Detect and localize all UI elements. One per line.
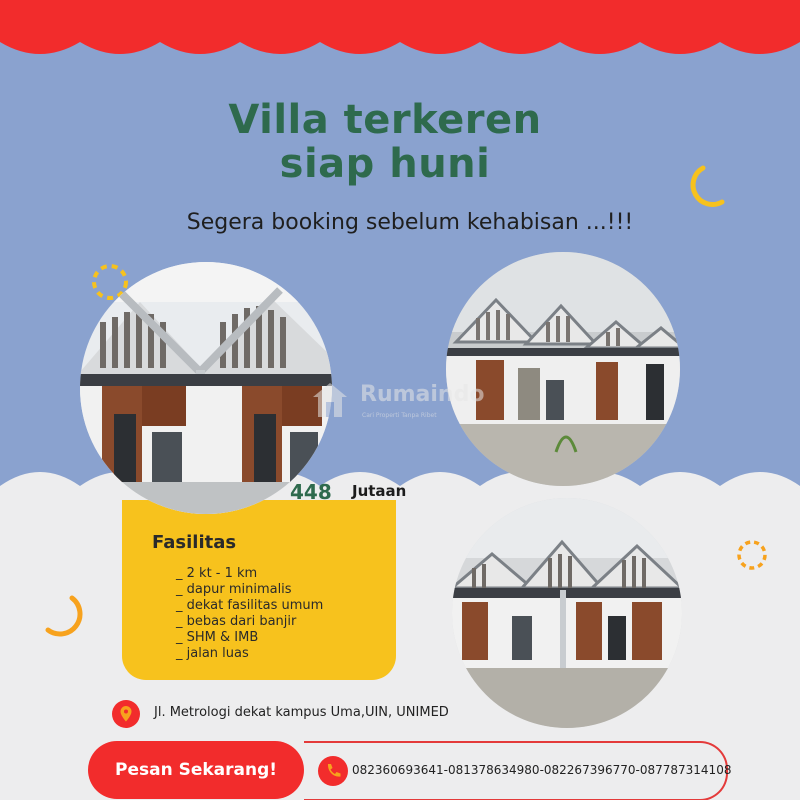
headline-line-2: siap huni bbox=[279, 141, 491, 187]
headline-line-1: Villa terkeren bbox=[228, 97, 542, 143]
facility-item: _ 2 kt - 1 km bbox=[176, 566, 258, 581]
location-pin-icon bbox=[112, 700, 140, 728]
order-now-button[interactable]: Pesan Sekarang! bbox=[88, 741, 304, 799]
phone-numbers[interactable]: 082360693641-081378634980-082267396770-087787314108 bbox=[352, 763, 732, 777]
villa-photo-wide bbox=[452, 498, 682, 728]
villa-photo-front bbox=[80, 262, 332, 514]
facility-item: _ dapur minimalis bbox=[176, 582, 292, 597]
villa-photo-row bbox=[446, 252, 680, 486]
watermark bbox=[310, 380, 500, 424]
watermark-slogan: Cari Properti Tanpa Ribet bbox=[362, 412, 437, 419]
crescent-decoration-top bbox=[693, 168, 722, 204]
price-amount: 448 bbox=[290, 480, 332, 504]
facility-list bbox=[176, 566, 323, 662]
facility-item: _ dekat fasilitas umum bbox=[176, 598, 324, 613]
facility-item: _ bebas dari banjir bbox=[176, 614, 297, 629]
watermark-brand: Rumaindo bbox=[360, 382, 485, 407]
headline bbox=[160, 98, 610, 186]
phone-icon[interactable] bbox=[318, 756, 348, 786]
address-text: Jl. Metrologi dekat kampus Uma,UIN, UNIMED bbox=[154, 705, 449, 720]
price-unit: Jutaan bbox=[352, 482, 407, 500]
facility-item: _ jalan luas bbox=[176, 646, 249, 661]
top-scallop bbox=[0, 0, 800, 54]
facility-title: Fasilitas bbox=[152, 532, 237, 553]
facility-item: _ SHM & IMB bbox=[176, 630, 259, 645]
tagline: Segera booking sebelum kehabisan ...!!! bbox=[186, 210, 634, 235]
watermark-logo-icon bbox=[310, 380, 350, 420]
